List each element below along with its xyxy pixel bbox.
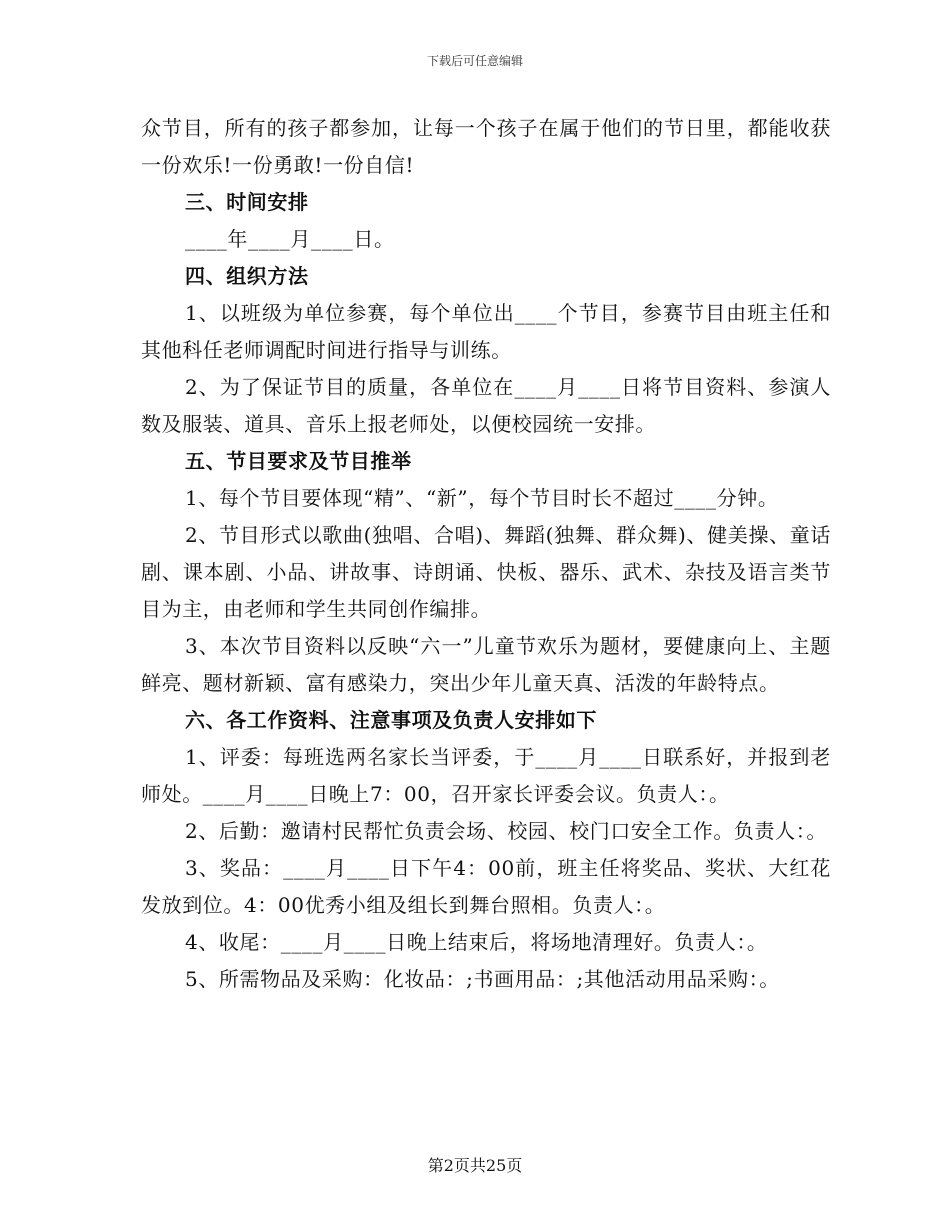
document-body: [141, 110, 831, 998]
paragraph-work-3: 3、奖品：____月____日下午4：00前，班主任将奖品、奖状、大红花发放到位。4：00优秀小组及组长到舞台照相。负责人：。: [141, 856, 831, 917]
page-footer: 第2页共25页: [427, 1156, 523, 1175]
paragraph-work-1: 1、评委：每班选两名家长当评委，于____月____日联系好，并报到老师处。____月____日晚上7：00，召开家长评委会议。负责人：。: [141, 745, 831, 806]
paragraph-requirements-3: 3、本次节目资料以反映“六一”儿童节欢乐为题材，要健康向上、主题鲜亮、题材新颖、富有感染力，突出少年儿童天真、活泼的年龄特点。: [141, 634, 831, 695]
paragraph-work-2: 2、后勤：邀请村民帮忙负责会场、校园、校门口安全工作。负责人：。: [185, 819, 827, 843]
page-header: 下载后可任意编辑: [426, 54, 523, 68]
paragraph-work-5: 5、所需物品及采购：化妆品：;书画用品：;其他活动用品采购：。: [185, 967, 780, 991]
section-heading-requirements: 五、节目要求及节目推举: [185, 449, 412, 473]
paragraph-requirements-1: 1、每个节目要体现“精”、“新”，每个节目时长不超过____分钟。: [185, 486, 779, 510]
paragraph-work-4: 4、收尾：____月____日晚上结束后，将场地清理好。负责人：。: [185, 930, 768, 954]
paragraph-continuation: 众节目，所有的孩子都参加，让每一个孩子在属于他们的节日里，都能收获一份欢乐!一份勇敢!一份自信!: [141, 116, 831, 177]
paragraph-organization-1: 1、以班级为单位参赛，每个单位出____个节目，参赛节目由班主任和其他科任老师调配时间进行指导与训练。: [141, 301, 831, 362]
section-heading-schedule: 三、时间安排: [185, 190, 309, 214]
paragraph-date: ____年____月____日。: [185, 227, 395, 251]
paragraph-organization-2: 2、为了保证节目的质量，各单位在____月____日将节目资料、参演人数及服装、道具、音乐上报老师处，以便校园统一安排。: [141, 375, 831, 436]
paragraph-requirements-2: 2、节目形式以歌曲(独唱、合唱)、舞蹈(独舞、群众舞)、健美操、童话剧、课本剧、小品、讲故事、诗朗诵、快板、器乐、武术、杂技及语言类节目为主，由老师和学生共同创作编排。: [141, 523, 831, 621]
section-heading-work-arrangement: 六、各工作资料、注意事项及负责人安排如下: [185, 708, 597, 732]
section-heading-organization: 四、组织方法: [185, 264, 309, 288]
